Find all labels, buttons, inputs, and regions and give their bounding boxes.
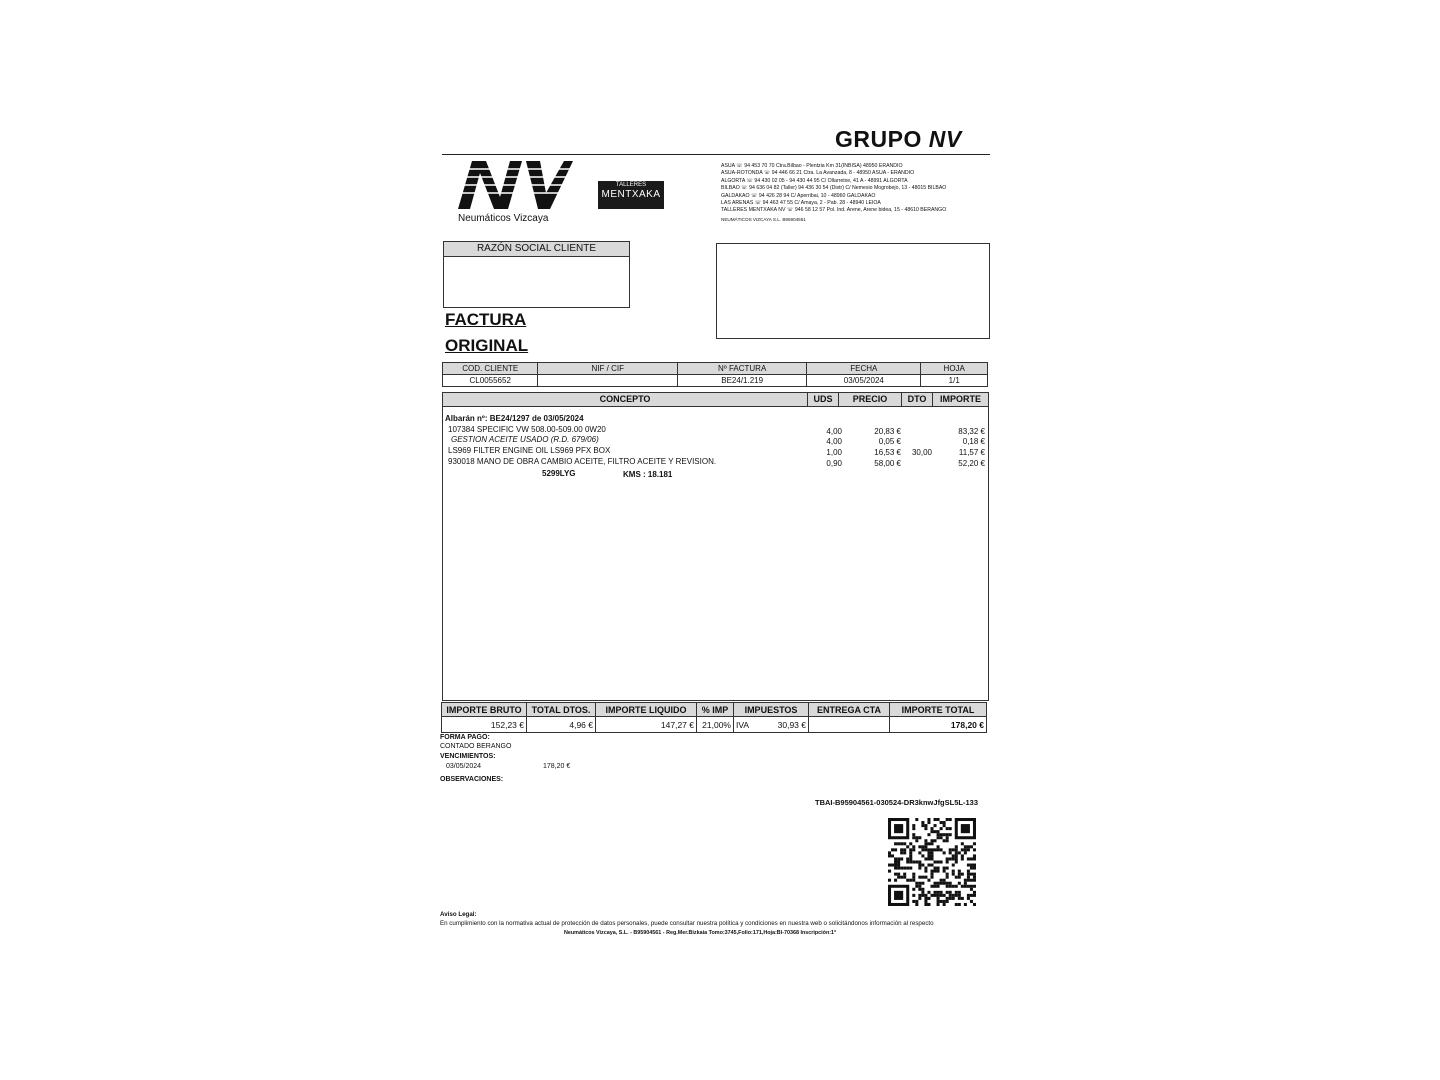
line-importe: 83,32 €	[958, 427, 985, 436]
totals-table	[441, 702, 987, 733]
tot-header: % IMP	[697, 703, 734, 717]
nif-cif	[538, 375, 678, 387]
impuestos-value: 30,93 €	[777, 719, 806, 730]
observaciones-label: OBSERVACIONES:	[440, 776, 504, 783]
vencimiento-importe: 178,20 €	[543, 763, 571, 770]
concept-table	[442, 392, 989, 701]
address-box	[716, 243, 990, 339]
sheet-number: 1/1	[921, 375, 988, 387]
tot-header: TOTAL DTOS.	[527, 703, 596, 717]
info-header: HOJA	[921, 363, 988, 375]
invoice-date: 03/05/2024	[807, 375, 921, 387]
pct-imp: 21,00%	[697, 717, 734, 733]
line-precio: 0,05 €	[878, 437, 901, 446]
forma-pago-label: FORMA PAGO:	[440, 734, 490, 741]
col-precio: PRECIO	[839, 393, 902, 406]
line-text: LS969 FILTER ENGINE OIL LS969 PFX BOX	[448, 446, 611, 455]
line-uds: 4,00	[826, 427, 842, 436]
line-precio: 16,53 €	[874, 448, 901, 457]
line-dto: 30,00	[911, 448, 932, 457]
forma-pago-value: CONTADO BERANGO	[440, 743, 512, 750]
line-importe: 11,57 €	[958, 448, 985, 457]
group-brand	[835, 126, 962, 153]
branch-line: ASUA ☏ 94 453 70 70 Ctra.Bilbao - Plentzia Km 31(INBISA) 48950 ERANDIO	[721, 163, 903, 169]
group-word: GRUPO	[835, 126, 922, 152]
info-header: FECHA	[807, 363, 921, 375]
branch-list	[721, 163, 946, 223]
client-box-title: RAZÓN SOCIAL CLIENTE	[444, 242, 629, 257]
col-concepto: CONCEPTO	[443, 393, 808, 406]
col-uds: UDS	[808, 393, 839, 406]
tot-header: IMPORTE BRUTO	[442, 703, 527, 717]
importe-total: 178,20 €	[890, 717, 987, 733]
line-text: 107384 SPECIFIC VW 508.00-509.00 0W20	[448, 425, 606, 434]
importe-liquido: 147,27 €	[596, 717, 697, 733]
impuestos-cell	[734, 717, 809, 733]
vehicle-plate: 5299LYG	[542, 469, 576, 478]
info-header: Nº FACTURA	[678, 363, 807, 375]
tot-header: ENTREGA CTA	[809, 703, 890, 717]
info-header: COD. CLIENTE	[443, 363, 538, 375]
importe-bruto: 152,23 €	[442, 717, 527, 733]
line-text: GESTION ACEITE USADO (R.D. 679/06)	[451, 435, 599, 444]
vencimiento-fecha: 03/05/2024	[446, 763, 482, 770]
tbai-code: TBAI-B95904561-030524-DR3knwJfgSL5L-133	[815, 798, 978, 807]
branch-line: BILBAO ☏ 94 636 04 82 (Taller) 94 436 30 54 (Distr) C/ Nemesio Mogrobejo, 13 - 48015 BILBAO	[721, 185, 947, 192]
col-dto: DTO	[902, 393, 933, 406]
concept-header	[443, 393, 988, 407]
branch-line: ALGORTA ☏ 94 430 02 05 - 94 430 44 95 C/ Ollarretxe, 41 A - 48991 ALGORTA	[721, 177, 908, 184]
line-precio: 20,83 €	[874, 427, 901, 436]
tot-header: IMPORTE LIQUIDO	[596, 703, 697, 717]
line-uds: 4,00	[826, 437, 842, 446]
mentxaka-logo	[598, 181, 664, 209]
branch-line: LAS ARENAS ☏ 94 463 47 55 C/ Amaya, 2 - Pab. 28 - 48940 LEIOA	[721, 200, 881, 207]
vencimientos-label: VENCIMIENTOS:	[440, 753, 496, 760]
total-dtos: 4,96 €	[527, 717, 596, 733]
line-uds: 0,90	[826, 459, 842, 468]
invoice-number: BE24/1.219	[678, 375, 807, 387]
invoice-info-table	[442, 362, 988, 387]
col-importe: IMPORTE	[933, 393, 988, 406]
line-text: 930018 MANO DE OBRA CAMBIO ACEITE, FILTRO ACEITE Y REVISION.	[448, 457, 717, 466]
line-importe: 0,18 €	[962, 437, 985, 446]
qr-code	[888, 818, 976, 906]
impuesto-tipo: IVA	[736, 719, 750, 730]
branch-line: TALLERES MENTXAKA NV ☏ 946 58 12 57 Pol. Ind. Arene, Arene bidea, 15 - 48610 BERANGO	[721, 207, 947, 214]
group-mark: NV	[928, 126, 962, 152]
doc-title-factura: FACTURA	[445, 310, 527, 329]
client-code: CL0055652	[443, 375, 538, 387]
albaran-line: Albarán nº: BE24/1297 de 03/05/2024	[445, 414, 584, 423]
branch-line: ASUA-ROTONDA ☏ 94 446 66 21 Ctra. La Avanzada, 8 - 48950 ASUA - ERANDIO	[721, 170, 915, 177]
mentxaka-small: TALLERES	[615, 182, 647, 188]
header-divider	[442, 154, 990, 155]
tot-header: IMPUESTOS	[734, 703, 809, 717]
company-id: NEUMÁTICOS VIZCAYA S.L. B95904561	[721, 216, 806, 222]
legal-title: Aviso Legal:	[440, 911, 477, 918]
mentxaka-big: MENTXAKA	[601, 189, 661, 200]
entrega-cta	[809, 717, 890, 733]
tot-header: IMPORTE TOTAL	[890, 703, 987, 717]
info-header: NIF / CIF	[538, 363, 678, 375]
line-importe: 52,20 €	[958, 459, 985, 468]
client-box	[443, 241, 630, 308]
logo-subtitle: Neumáticos Vizcaya	[458, 213, 549, 224]
line-uds: 1,00	[826, 448, 842, 457]
branch-line: GALDAKAO ☏ 94 426 28 94 C/ Aperribai, 10 - 48960 GALDAKAO	[721, 192, 876, 199]
line-precio: 58,00 €	[874, 459, 901, 468]
legal-text: En cumplimiento con la normativa actual de protección de datos personales, puede consultar nuestra política y condiciones en nuestra web o solicitándonos información al respecto	[440, 920, 934, 927]
nv-logo	[456, 157, 574, 211]
doc-title-original: ORIGINAL	[445, 336, 529, 355]
legal-registry: Neumáticos Vizcaya, S.L. - B95904561 - Reg.Mer.Bizkaia Tomo:3745,Folio:171,Hoja:BI-70368 Inscripción:1ª	[564, 930, 837, 936]
vehicle-kms: KMS : 18.181	[623, 470, 673, 479]
